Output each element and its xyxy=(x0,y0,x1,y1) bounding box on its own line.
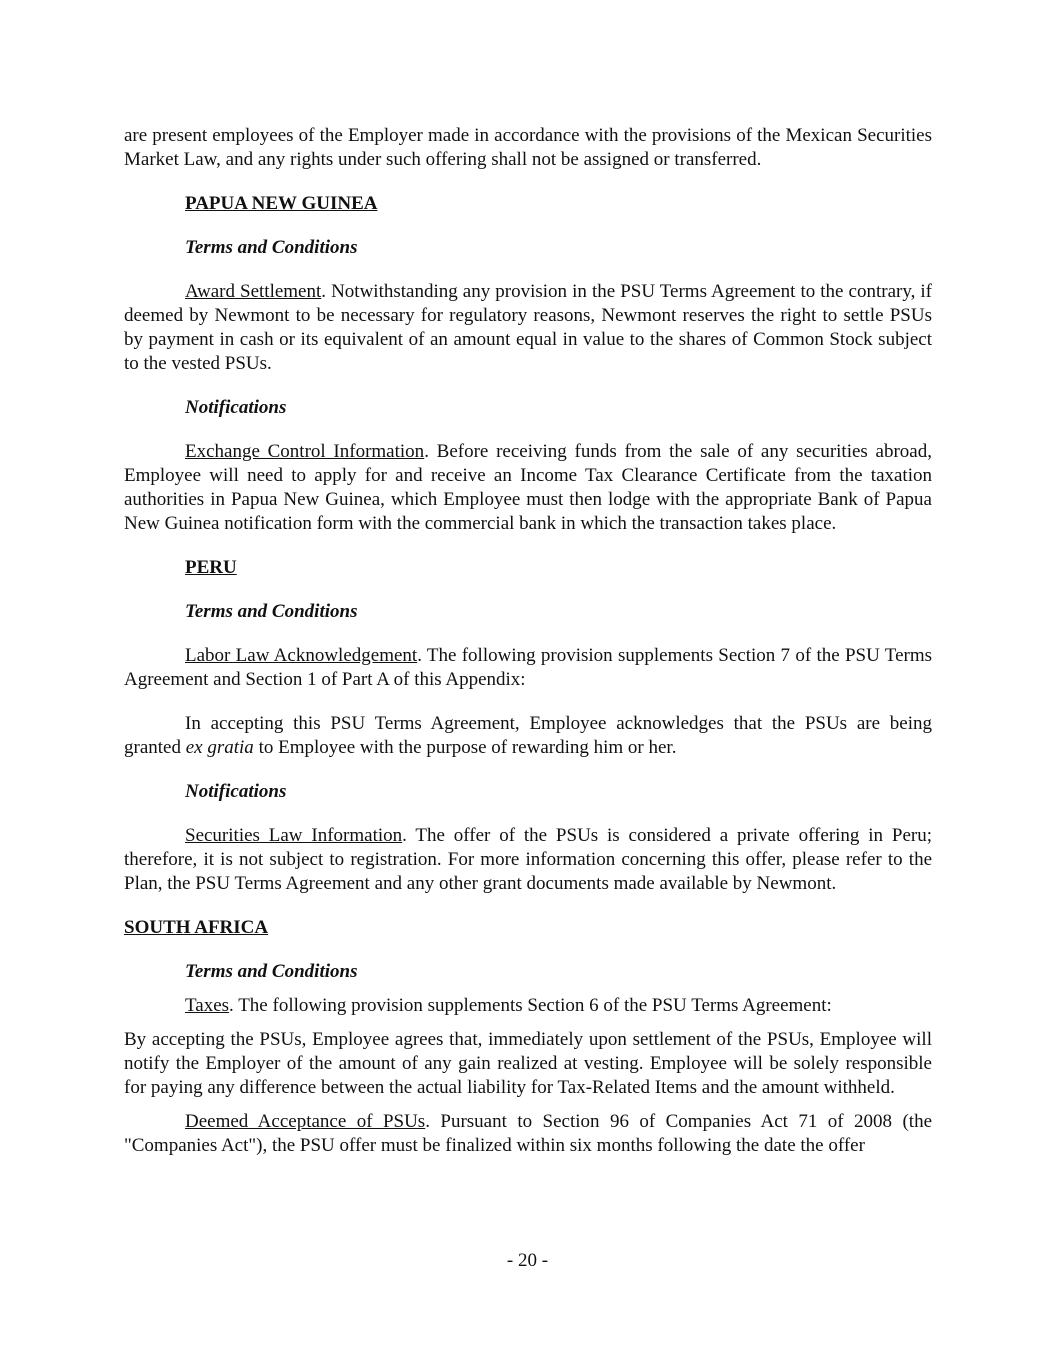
peru-securities-label: Securities Law Information xyxy=(185,825,403,846)
sa-taxes-paragraph xyxy=(124,994,932,1018)
peru-notifications-heading-text: Notifications xyxy=(185,781,287,802)
png-award-text: . Notwithstanding any provision in the PSU Terms Agreement to the contrary, if deemed by Newmont to be necessary for regulatory reasons, Newmont reserves the right to settle PSUs by payment in cash or its equivalent of an amount equal in value to the shares of Common Stock subject to the vested PSUs. xyxy=(124,281,933,374)
peru-terms-heading-text: Terms and Conditions xyxy=(185,601,358,622)
sa-taxes-body: By accepting the PSUs, Employee agrees that, immediately upon settlement of the PSUs, Employee will notify the Employer of the amount of any gain realized at vesting. Employee will be solely responsible for paying any difference between the actual liability for Tax-Related Items and the amount withheld. xyxy=(124,1029,932,1098)
peru-terms-heading xyxy=(124,600,932,624)
png-exchange-text: . Before receiving funds from the sale of any securities abroad, Employee will need to apply for and receive an Income Tax Clearance Certificate from the taxation authorities in Papua New Guinea, which Employee must then lodge with the appropriate Bank of Papua New Guinea notification form with the commercial bank in which the transaction takes place. xyxy=(124,441,932,534)
peru-accept-before: In accepting this PSU Terms Agreement, Employee acknowledges that the PSUs are being granted xyxy=(124,713,932,758)
peru-labor-label: Labor Law Acknowledgement xyxy=(185,645,418,666)
png-notifications-heading-text: Notifications xyxy=(185,397,287,418)
intro-paragraph: are present employees of the Employer made in accordance with the provisions of the Mexican Securities Market Law, and any rights under such offering shall not be assigned or transferred. xyxy=(124,125,932,170)
peru-securities-text: . The offer of the PSUs is considered a private offering in Peru; therefore, it is not subject to registration. For more information concerning this offer, please refer to the Plan, the PSU Terms Agreement and any other grant documents made available by Newmont. xyxy=(124,825,933,894)
sa-deemed-label: Deemed Acceptance of PSUs xyxy=(185,1111,426,1132)
peru-accept-paragraph xyxy=(124,712,932,760)
png-award-paragraph xyxy=(124,280,932,376)
sa-deemed-text: . Pursuant to Section 96 of Companies Act 71 of 2008 (the "Companies Act"), the PSU offer must be finalized within six months following the date the offer xyxy=(124,1111,932,1156)
sa-deemed-paragraph xyxy=(124,1110,932,1158)
png-terms-heading-text: Terms and Conditions xyxy=(185,237,358,258)
peru-securities-paragraph xyxy=(124,824,932,896)
peru-labor-text: . The following provision supplements Section 7 of the PSU Terms Agreement and Section 1 of Part A of this Appendix: xyxy=(124,645,932,690)
south-africa-heading: SOUTH AFRICA xyxy=(124,917,269,938)
peru-accept-after: to Employee with the purpose of rewarding him or her. xyxy=(253,737,677,758)
sa-taxes-label: Taxes xyxy=(185,995,230,1016)
png-exchange-label: Exchange Control Information xyxy=(185,441,425,462)
sa-taxes-text: . The following provision supplements Section 6 of the PSU Terms Agreement: xyxy=(229,995,832,1016)
section-heading-south-africa xyxy=(124,916,932,940)
png-award-label: Award Settlement xyxy=(185,281,322,302)
page-number: - 20 - xyxy=(506,1250,549,1271)
section-heading-peru xyxy=(124,556,932,580)
peru-heading: PERU xyxy=(185,557,237,578)
png-notifications-heading xyxy=(124,396,932,420)
png-terms-heading xyxy=(124,236,932,260)
peru-labor-paragraph xyxy=(124,644,932,692)
peru-accept-italic: ex gratia xyxy=(185,737,254,758)
png-heading: PAPUA NEW GUINEA xyxy=(185,193,378,214)
sa-terms-heading-text: Terms and Conditions xyxy=(185,961,358,982)
document-page xyxy=(124,124,932,1158)
png-exchange-paragraph xyxy=(124,440,932,536)
section-heading-papua-new-guinea xyxy=(124,192,932,216)
sa-terms-heading xyxy=(124,960,932,984)
peru-notifications-heading xyxy=(124,780,932,804)
